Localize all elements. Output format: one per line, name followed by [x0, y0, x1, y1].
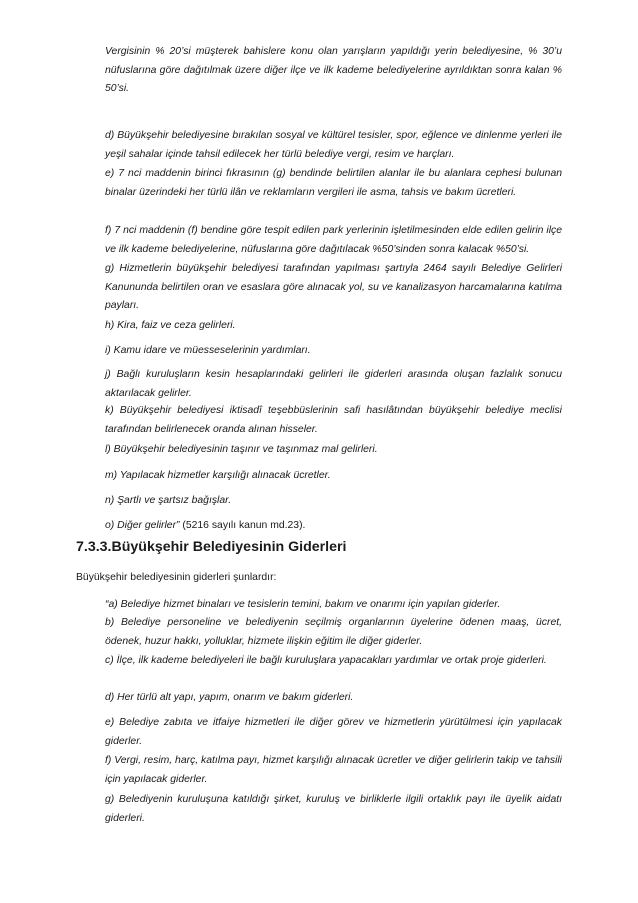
revenue-item-h: h) Kira, faiz ve ceza gelirleri.: [105, 320, 236, 331]
revenue-item-o-text: o) Diğer gelirler”: [105, 520, 180, 531]
revenue-item-f: f) 7 nci maddenin (f) bendine göre tespit edilen park yerlerinin işletilmesinden elde edilen gelirin ilçe ve ilk kademe belediyelerine, nüfuslarına göre dağıtılacak %50’sinden sonra kalacak %50’si.: [105, 225, 562, 255]
revenue-item-d: d) Büyükşehir belediyesine bırakılan sosyal ve kültürel tesisler, spor, eğlence ve dinlenme yerleri ile yeşil sahalar içinde tahsil edilecek her türlü belediye vergi, resim ve harçları.: [105, 130, 562, 160]
revenue-item-e: e) 7 nci maddenin birinci fıkrasının (g) bendinde belirtilen alanlar ile bu alanlara cephesi bulunan binalar üzerindeki her türlü ilân ve reklamların vergileri ile asma, tahsis ve bakım ücretleri.: [105, 168, 562, 198]
revenue-paragraph-c-continuation: Vergisinin % 20’si müşterek bahislere konu olan yarışların yapıldığı yerin belediyesine, % 30’u nüfuslarına göre dağıtılmak üzere diğer ilçe ve ilk kademe belediyelerine ayrıldıktan sonra kalan % 50’si.: [105, 46, 562, 94]
section-heading: 7.3.3.Büyükşehir Belediyesinin Giderleri: [76, 539, 347, 555]
expense-item-f: f) Vergi, resim, harç, katılma payı, hizmet karşılığı alınacak ücretler ve diğer gelirlerin takip ve tahsili için yapılacak giderler.: [105, 755, 562, 785]
revenue-item-m: m) Yapılacak hizmetler karşılığı alınacak ücretler.: [105, 470, 331, 481]
revenue-item-g: g) Hizmetlerin büyükşehir belediyesi tarafından yapılması şartıyla 2464 sayılı Belediye Gelirleri Kanununda belirtilen oran ve esaslara göre alınacak yol, su ve kanalizasyon harcamalarına katılma payları.: [105, 263, 562, 311]
expense-item-g: g) Belediyenin kuruluşuna katıldığı şirket, kuruluş ve birliklerle ilgili ortaklık payı ile üyelik aidatı giderleri.: [105, 794, 562, 824]
revenue-item-n: n) Şartlı ve şartsız bağışlar.: [105, 495, 232, 506]
expense-item-e: e) Belediye zabıta ve itfaiye hizmetleri ile diğer görev ve hizmetlerin yürütülmesi için yapılacak giderler.: [105, 717, 562, 747]
expense-item-d: d) Her türlü alt yapı, yapım, onarım ve bakım giderleri.: [105, 692, 354, 703]
revenue-item-i: i) Kamu idare ve müesseselerinin yardımları.: [105, 345, 311, 356]
section-intro: Büyükşehir belediyesinin giderleri şunlardır:: [76, 572, 277, 583]
expense-item-c: c) İlçe, ilk kademe belediyeleri ile bağlı kuruluşlara yapacakları yardımlar ve ortak proje giderleri.: [105, 655, 547, 666]
law-reference: (5216 sayılı kanun md.23).: [182, 520, 306, 531]
revenue-item-j: j) Bağlı kuruluşların kesin hesaplarındaki gelirleri ile giderleri arasında oluşan fazlalık sonucu aktarılacak gelirler.: [105, 369, 562, 399]
revenue-item-l: l) Büyükşehir belediyesinin taşınır ve taşınmaz mal gelirleri.: [105, 444, 378, 455]
revenue-item-k: k) Büyükşehir belediyesi iktisadî teşebbüslerinin safi hasılâtından büyükşehir belediye meclisi tarafından belirlenecek oranda alınan hisseler.: [105, 405, 562, 435]
revenue-item-o: [105, 517, 562, 536]
expense-item-b: b) Belediye personeline ve belediyenin seçilmiş organlarının üyelerine ödenen maaş, ücret, ödenek, huzur hakkı, yolluklar, hizmete ilişkin eğitim ile diğer giderler.: [105, 617, 562, 647]
expense-item-a: “a) Belediye hizmet binaları ve tesislerin temini, bakım ve onarımı için yapılan giderler.: [105, 599, 501, 610]
